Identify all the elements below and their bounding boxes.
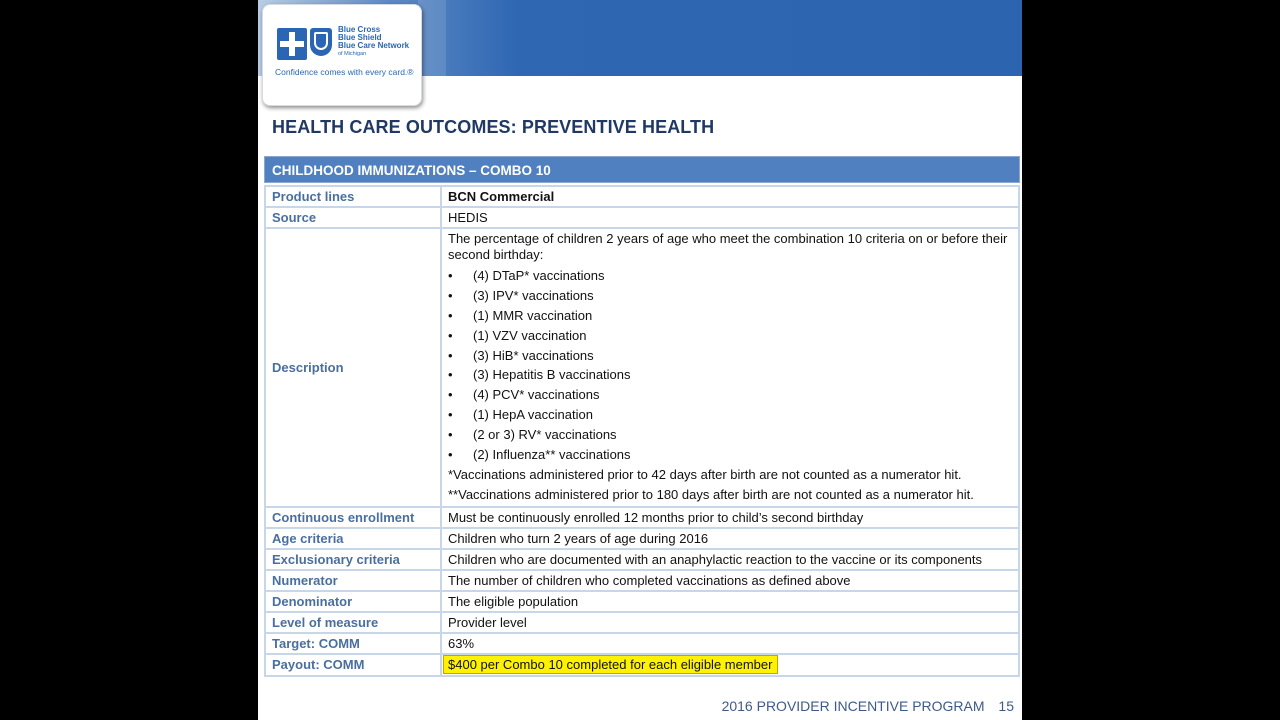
list-item: • (4) DTaP* vaccinations bbox=[448, 266, 1012, 286]
document-page bbox=[258, 0, 1022, 720]
row-value: 63% bbox=[441, 633, 1019, 654]
table-row-description bbox=[265, 228, 1019, 507]
row-value: Children who are documented with an anaphylactic reaction to the vaccine or its components bbox=[441, 549, 1019, 570]
list-item: • (3) Hepatitis B vaccinations bbox=[448, 365, 1012, 385]
row-label: Target: COMM bbox=[265, 633, 441, 654]
row-label: Source bbox=[265, 207, 441, 228]
page-number: 15 bbox=[998, 698, 1014, 714]
section-header bbox=[264, 156, 1020, 183]
table-row-numerator bbox=[265, 570, 1019, 591]
brand-subline: of Michigan bbox=[338, 51, 367, 57]
row-value: Provider level bbox=[441, 612, 1019, 633]
row-value: HEDIS bbox=[441, 207, 1019, 228]
row-label: Level of measure bbox=[265, 612, 441, 633]
row-label: Product lines bbox=[265, 186, 441, 207]
list-item: • (2) Influenza** vaccinations bbox=[448, 445, 1012, 465]
row-value: The number of children who completed vaccinations as defined above bbox=[441, 570, 1019, 591]
brand-card-logo bbox=[262, 4, 422, 106]
list-item: • (3) HiB* vaccinations bbox=[448, 346, 1012, 366]
section-title: CHILDHOOD IMMUNIZATIONS – COMBO 10 bbox=[272, 163, 551, 178]
table-row-exclusionary-criteria bbox=[265, 549, 1019, 570]
description-cell bbox=[441, 228, 1019, 507]
description-intro: The percentage of children 2 years of age who meet the combination 10 criteria on or before their second birthday: bbox=[448, 231, 1008, 262]
table-row-level-of-measure bbox=[265, 612, 1019, 633]
table-row-source bbox=[265, 207, 1019, 228]
row-label: Numerator bbox=[265, 570, 441, 591]
highlighted-payout: $400 per Combo 10 completed for each eligible member bbox=[443, 655, 778, 674]
row-label: Age criteria bbox=[265, 528, 441, 549]
row-label: Exclusionary criteria bbox=[265, 549, 441, 570]
table-row-product-lines bbox=[265, 186, 1019, 207]
row-label: Payout: COMM bbox=[265, 654, 441, 676]
row-value: Must be continuously enrolled 12 months prior to child’s second birthday bbox=[441, 507, 1019, 528]
brand-name bbox=[338, 26, 409, 50]
blue-cross-icon bbox=[277, 28, 307, 60]
banner-stripe bbox=[418, 0, 446, 76]
row-value: BCN Commercial bbox=[441, 186, 1019, 207]
row-label: Continuous enrollment bbox=[265, 507, 441, 528]
table-row-payout-comm bbox=[265, 654, 1019, 676]
table-row-denominator bbox=[265, 591, 1019, 612]
brand-line-1: Blue Cross bbox=[338, 25, 381, 34]
blue-shield-icon bbox=[310, 28, 332, 56]
table-row-target-comm bbox=[265, 633, 1019, 654]
list-item: • (3) IPV* vaccinations bbox=[448, 286, 1012, 306]
page-footer bbox=[712, 698, 1014, 714]
list-item: • (1) VZV vaccination bbox=[448, 326, 1012, 346]
footer-program: 2016 PROVIDER INCENTIVE PROGRAM bbox=[721, 698, 985, 714]
brand-line-2: Blue Shield bbox=[338, 33, 382, 42]
page-title: HEALTH CARE OUTCOMES: PREVENTIVE HEALTH bbox=[272, 117, 715, 137]
list-item: • (2 or 3) RV* vaccinations bbox=[448, 425, 1012, 445]
row-value: Children who turn 2 years of age during 2016 bbox=[441, 528, 1019, 549]
row-label: Description bbox=[265, 228, 441, 507]
list-item: • (4) PCV* vaccinations bbox=[448, 385, 1012, 405]
measure-table bbox=[264, 185, 1020, 677]
table-row-continuous-enrollment bbox=[265, 507, 1019, 528]
footnote: **Vaccinations administered prior to 180 days after birth are not counted as a numerator hit. bbox=[448, 487, 974, 503]
vaccination-list bbox=[448, 266, 1012, 465]
table-row-age-criteria bbox=[265, 528, 1019, 549]
brand-line-3: Blue Care Network bbox=[338, 41, 410, 50]
list-item: • (1) HepA vaccination bbox=[448, 405, 1012, 425]
footnote: *Vaccinations administered prior to 42 days after birth are not counted as a numerator hit. bbox=[448, 466, 962, 482]
list-item: • (1) MMR vaccination bbox=[448, 306, 1012, 326]
brand-tagline: Confidence comes with every card.® bbox=[275, 67, 414, 77]
row-value: The eligible population bbox=[441, 591, 1019, 612]
payout-cell bbox=[441, 654, 1019, 676]
row-label: Denominator bbox=[265, 591, 441, 612]
